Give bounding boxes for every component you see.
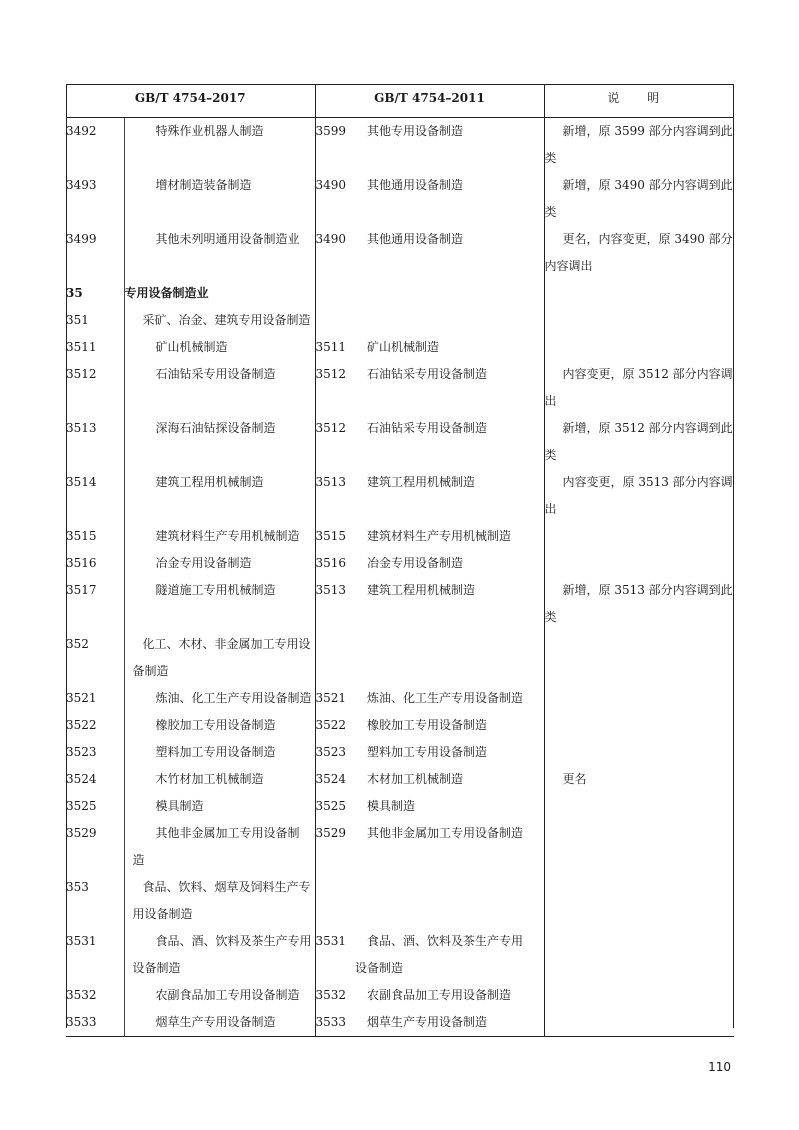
table-row [66, 550, 734, 577]
new-name-line-1: 食品、饮料、烟草及饲料生产专 [142, 880, 311, 894]
note-cell [544, 280, 734, 307]
old-code-cell: 3532 [315, 982, 367, 1009]
old-code-cell: 3513 [315, 577, 367, 631]
note-cell [544, 793, 734, 820]
header-gbt-2011: GB/T 4754–2011 [315, 85, 544, 118]
old-code-cell [315, 280, 367, 307]
new-code-cell: 3492 [66, 124, 97, 138]
old-code-cell: 3523 [315, 739, 367, 766]
new-code-cell: 3512 [66, 367, 97, 381]
table-row [66, 793, 734, 820]
old-name-cell [367, 874, 544, 928]
old-code-cell: 3524 [315, 766, 367, 793]
new-name-cell: 橡胶加工专用设备制造 [124, 712, 315, 739]
table-row [66, 766, 734, 793]
old-name-cell [367, 307, 544, 334]
note-cell [544, 118, 734, 173]
note-line-2: 类 [544, 151, 557, 165]
old-name-cell [355, 928, 544, 982]
old-code-cell: 3533 [315, 1009, 367, 1037]
note-line-1: 更名 [562, 772, 587, 786]
new-name-cell: 建筑材料生产专用机械制造 [124, 523, 315, 550]
note-cell [544, 550, 734, 577]
old-name-cell: 建筑材料生产专用机械制造 [367, 529, 512, 543]
table-row [66, 820, 734, 874]
old-name-cell: 橡胶加工专用设备制造 [367, 718, 488, 732]
old-code-cell [315, 874, 367, 928]
new-code-cell: 35 [66, 286, 83, 300]
note-line-2: 内容调出 [544, 259, 593, 273]
new-name-cell [124, 631, 315, 685]
new-name-cell: 采矿、冶金、建筑专用设备制造 [124, 307, 315, 334]
new-code-cell: 3511 [66, 340, 97, 354]
old-code-cell: 3515 [315, 523, 367, 550]
old-name-cell: 模具制造 [367, 799, 416, 813]
old-name-cell: 木材加工机械制造 [367, 772, 464, 786]
old-name-cell: 其他非金属加工专用设备制造 [367, 826, 524, 840]
new-name-cell [124, 874, 315, 928]
new-name-cell: 石油钻采专用设备制造 [124, 361, 315, 415]
new-name-cell: 农副食品加工专用设备制造 [124, 982, 315, 1009]
note-cell [544, 523, 734, 550]
table-row [66, 712, 734, 739]
old-name-cell: 其他通用设备制造 [367, 178, 464, 192]
new-code-cell: 3525 [66, 799, 97, 813]
new-code-cell: 3514 [66, 475, 97, 489]
table-body [66, 118, 734, 1037]
old-name-cell: 石油钻采专用设备制造 [367, 421, 488, 435]
note-cell [544, 631, 734, 685]
table-row [66, 172, 734, 226]
new-name-cell: 矿山机械制造 [124, 334, 315, 361]
new-name-cell: 特殊作业机器人制造 [124, 118, 315, 173]
note-line-1: 内容变更，原 3512 部分内容调 [562, 367, 733, 381]
new-name-cell: 模具制造 [124, 793, 315, 820]
new-code-cell: 3493 [66, 178, 97, 192]
new-code-cell: 3499 [66, 232, 97, 246]
note-cell [544, 766, 734, 793]
note-cell [544, 1009, 734, 1037]
old-name-cell: 矿山机械制造 [367, 340, 440, 354]
note-cell [544, 928, 734, 982]
note-line-1: 新增，原 3512 部分内容调到此 [562, 421, 733, 435]
new-name-cell: 建筑工程用机械制造 [124, 469, 315, 523]
note-cell [544, 685, 734, 712]
new-name-cell: 其他未列明通用设备制造业 [124, 226, 315, 280]
table-row [66, 361, 734, 415]
note-cell [544, 820, 734, 874]
new-code-cell: 3533 [66, 1009, 124, 1037]
old-name-line-1: 食品、酒、饮料及茶生产专用 [367, 934, 524, 948]
old-name-cell: 其他通用设备制造 [367, 232, 464, 246]
old-code-cell: 3516 [315, 550, 367, 577]
new-name-line-2: 设备制造 [132, 961, 181, 975]
old-code-cell: 3490 [315, 226, 367, 280]
old-code-cell: 3525 [315, 793, 367, 820]
note-cell [544, 307, 734, 334]
old-code-cell: 3513 [315, 469, 367, 523]
old-code-cell: 3521 [315, 685, 367, 712]
old-name-cell [367, 631, 544, 685]
new-name-line-2: 造 [132, 853, 145, 867]
table-row [66, 226, 734, 280]
new-name-cell [124, 928, 315, 982]
note-cell [544, 226, 734, 280]
new-name-cell: 深海石油钻探设备制造 [124, 415, 315, 469]
new-name-cell: 隧道施工专用机械制造 [124, 577, 315, 631]
table-left-border [66, 84, 67, 1028]
note-cell [544, 469, 734, 523]
table-row [66, 685, 734, 712]
note-line-2: 出 [544, 502, 557, 516]
old-name-cell [367, 280, 544, 307]
note-line-1: 新增，原 3490 部分内容调到此 [562, 178, 733, 192]
note-line-2: 类 [544, 448, 557, 462]
old-code-cell: 3512 [315, 361, 367, 415]
new-code-cell: 3513 [66, 421, 97, 435]
note-cell [544, 874, 734, 928]
old-code-cell: 3512 [315, 415, 367, 469]
new-name-line-1: 其他非金属加工专用设备制 [155, 826, 300, 840]
new-name-line-2: 用设备制造 [132, 907, 193, 921]
note-cell [544, 739, 734, 766]
old-name-cell: 塑料加工专用设备制造 [367, 745, 488, 759]
new-name-cell: 塑料加工专用设备制造 [124, 739, 315, 766]
note-line-2: 类 [544, 610, 557, 624]
new-name-cell: 增材制造装备制造 [124, 172, 315, 226]
table-row [66, 1009, 734, 1037]
old-code-cell: 3531 [315, 928, 367, 982]
new-code-cell: 3529 [66, 826, 97, 840]
note-cell [544, 712, 734, 739]
table-row [66, 631, 734, 685]
header-gbt-2017: GB/T 4754–2017 [66, 85, 315, 118]
new-name-cell: 木竹材加工机械制造 [124, 766, 315, 793]
new-name-cell [124, 820, 315, 874]
old-code-cell: 3511 [315, 334, 367, 361]
note-cell [544, 982, 734, 1009]
old-code-cell: 3522 [315, 712, 367, 739]
note-cell [544, 172, 734, 226]
old-name-cell: 建筑工程用机械制造 [367, 475, 476, 489]
new-code-cell: 3532 [66, 988, 97, 1002]
old-code-cell: 3490 [315, 172, 367, 226]
new-name-line-1: 化工、木材、非金属加工专用设 [142, 637, 311, 651]
new-code-cell: 3517 [66, 583, 97, 597]
old-name-cell: 炼油、化工生产专用设备制造 [367, 691, 524, 705]
old-name-cell: 农副食品加工专用设备制造 [367, 988, 512, 1002]
note-line-2: 出 [544, 394, 557, 408]
table-row [66, 982, 734, 1009]
new-name-line-1: 食品、酒、饮料及茶生产专用 [155, 934, 312, 948]
note-cell [544, 415, 734, 469]
new-code-cell: 3524 [66, 772, 97, 786]
table-header-row [66, 85, 734, 118]
new-name-cell: 专用设备制造业 [124, 280, 315, 307]
note-line-1: 新增，原 3513 部分内容调到此 [562, 583, 733, 597]
table-row [66, 415, 734, 469]
new-name-cell: 炼油、化工生产专用设备制造 [124, 685, 315, 712]
table-row [66, 307, 734, 334]
header-note: 说 明 [544, 85, 734, 118]
new-code-cell: 3515 [66, 529, 97, 543]
table-row [66, 469, 734, 523]
new-code-cell: 353 [66, 880, 89, 894]
old-name-cell: 其他专用设备制造 [367, 124, 464, 138]
note-line-1: 更名，内容变更，原 3490 部分 [562, 232, 733, 246]
new-code-cell: 3516 [66, 556, 97, 570]
table-row [66, 928, 734, 982]
page-number: 110 [708, 1060, 731, 1074]
table-row [66, 874, 734, 928]
new-code-cell: 351 [66, 313, 89, 327]
table-row [66, 523, 734, 550]
classification-comparison-table [66, 84, 734, 1037]
old-code-cell [315, 631, 367, 685]
new-code-cell: 3523 [66, 745, 97, 759]
table-row [66, 280, 734, 307]
note-line-2: 类 [544, 205, 557, 219]
old-name-cell: 冶金专用设备制造 [367, 556, 464, 570]
new-name-line-2: 备制造 [132, 664, 169, 678]
table-row [66, 334, 734, 361]
table-row [66, 739, 734, 766]
table-row [66, 118, 734, 173]
old-code-cell [315, 307, 367, 334]
new-name-cell: 烟草生产专用设备制造 [124, 1009, 315, 1037]
note-cell [544, 577, 734, 631]
old-name-cell: 烟草生产专用设备制造 [367, 1009, 544, 1037]
note-line-1: 新增，原 3599 部分内容调到此 [562, 124, 733, 138]
table-right-border [733, 84, 734, 1028]
old-name-cell: 建筑工程用机械制造 [367, 583, 476, 597]
note-cell [544, 334, 734, 361]
new-code-cell: 352 [66, 637, 89, 651]
old-code-cell: 3599 [315, 118, 367, 173]
old-name-cell: 石油钻采专用设备制造 [367, 367, 488, 381]
old-name-line-2: 设备制造 [355, 961, 404, 975]
new-code-cell: 3531 [66, 934, 97, 948]
table-row [66, 577, 734, 631]
new-name-cell: 冶金专用设备制造 [124, 550, 315, 577]
new-code-cell: 3522 [66, 718, 97, 732]
old-code-cell: 3529 [315, 820, 367, 874]
note-cell [544, 361, 734, 415]
note-line-1: 内容变更，原 3513 部分内容调 [562, 475, 733, 489]
new-code-cell: 3521 [66, 691, 97, 705]
